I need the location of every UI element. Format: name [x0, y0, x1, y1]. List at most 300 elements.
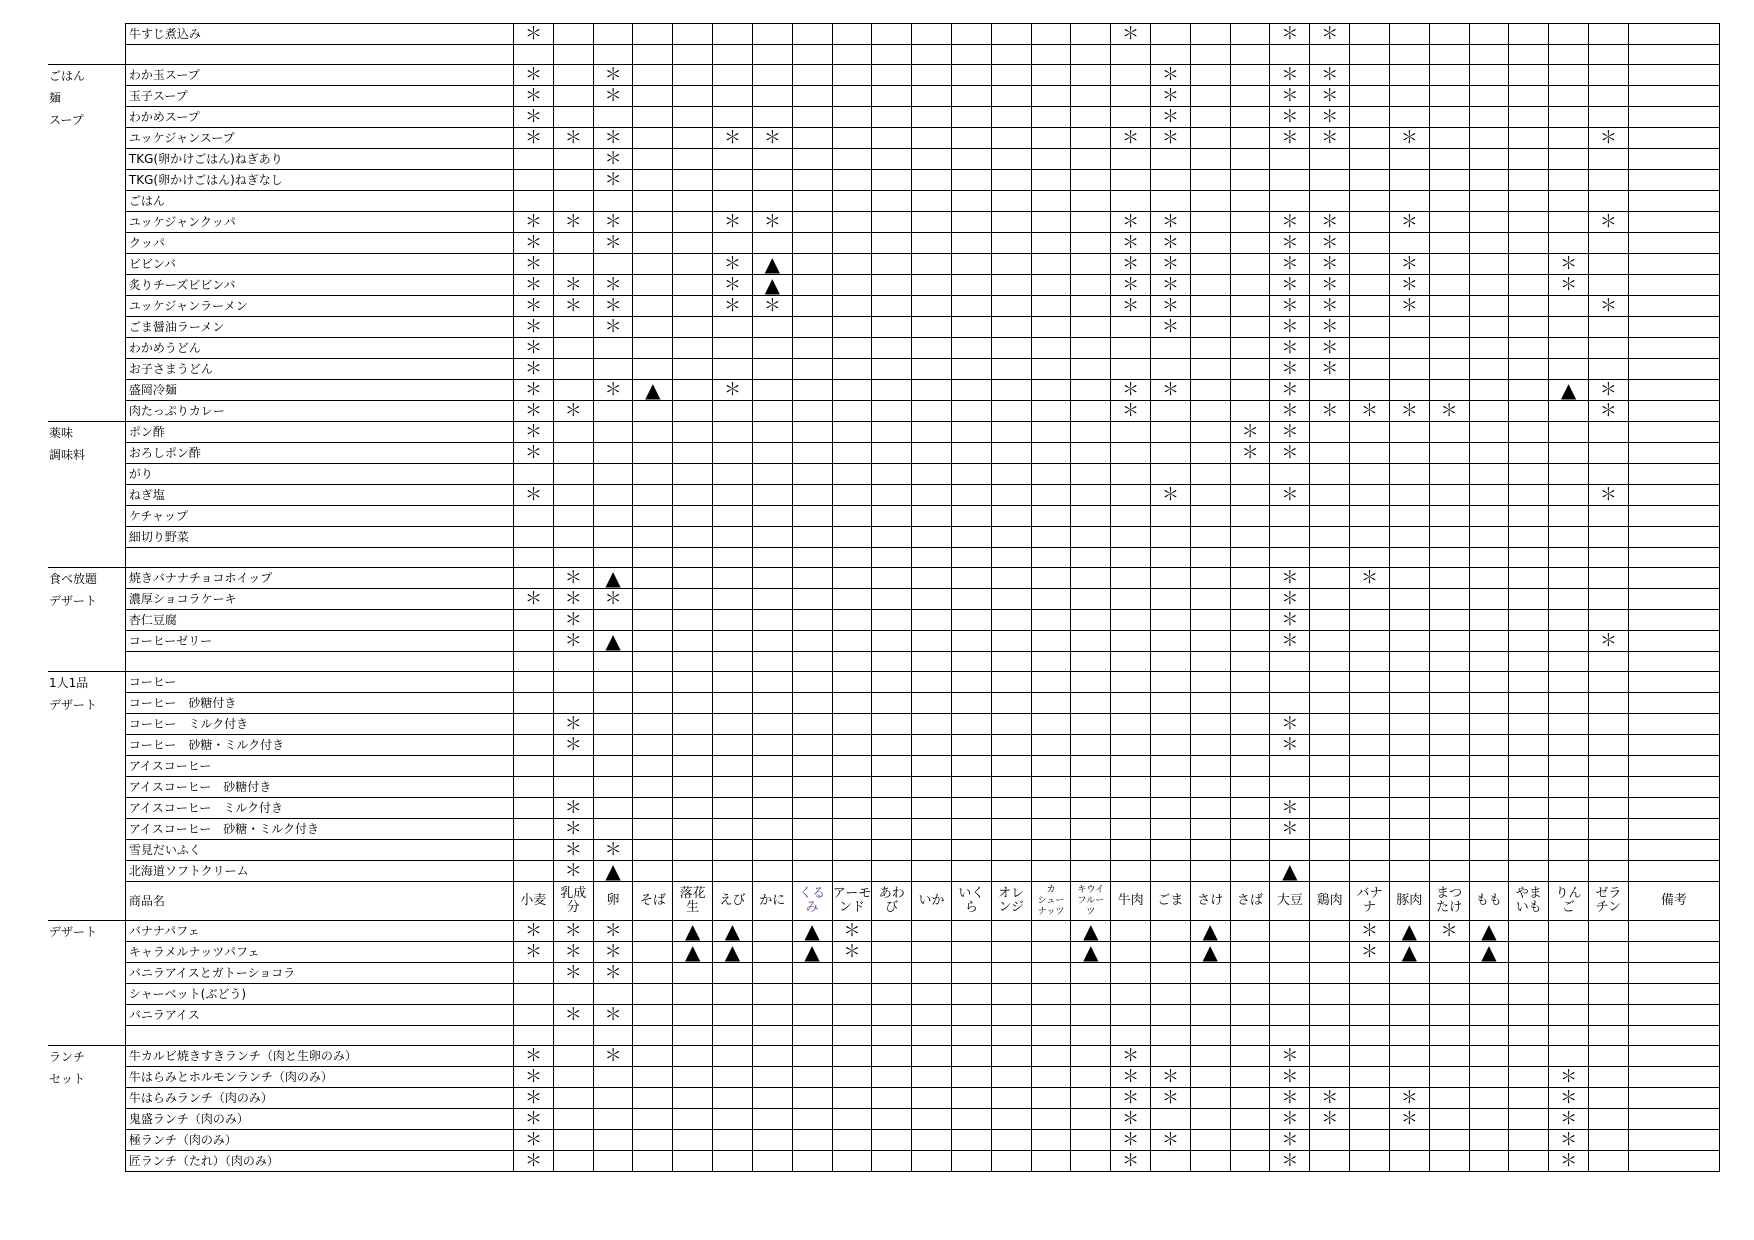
allergen-cell-16	[1111, 861, 1151, 882]
allergen-cell-21	[1310, 422, 1350, 443]
allergen-cell-3	[593, 548, 633, 568]
allergen-cell-16	[1111, 443, 1151, 464]
allergen-cell-17	[1151, 1026, 1191, 1046]
item-name: ごま醤油ラーメン	[125, 317, 513, 338]
contains-mark: ＊	[593, 296, 633, 317]
may-contain-mark: ▲	[1469, 921, 1509, 942]
contains-mark: ＊	[1270, 1067, 1310, 1088]
allergen-cell-20	[1270, 527, 1310, 548]
allergen-cell-23	[1389, 422, 1429, 443]
allergen-cell-22	[1350, 485, 1390, 506]
allergen-cell-23	[1389, 170, 1429, 191]
remarks-cell	[1628, 359, 1719, 380]
allergen-cell-5	[673, 1088, 713, 1109]
allergen-cell-28	[1588, 1026, 1628, 1046]
category-text: デザート	[49, 594, 98, 608]
allergen-cell-4	[633, 714, 673, 735]
contains-mark: ＊	[1588, 212, 1628, 233]
allergen-cell-22	[1350, 275, 1390, 296]
item-name: 牛はらみとホルモンランチ（肉のみ）	[125, 1067, 513, 1088]
allergen-cell-7	[752, 86, 792, 107]
allergen-header-23: 豚肉	[1389, 882, 1429, 921]
contains-mark: ＊	[1111, 254, 1151, 275]
allergen-cell-5	[673, 589, 713, 610]
allergen-cell-16	[1111, 735, 1151, 756]
allergen-cell-14	[1031, 548, 1071, 568]
allergen-cell-25	[1469, 191, 1509, 212]
contains-mark: ＊	[593, 170, 633, 191]
allergen-cell-9	[832, 45, 872, 65]
allergen-cell-2	[553, 233, 593, 254]
contains-mark: ＊	[1111, 401, 1151, 422]
allergen-cell-3	[593, 254, 633, 275]
contains-mark: ＊	[514, 443, 554, 464]
allergen-cell-26	[1509, 1026, 1549, 1046]
allergen-cell-5	[673, 296, 713, 317]
allergen-cell-22	[1350, 714, 1390, 735]
allergen-cell-7	[752, 317, 792, 338]
remarks-cell	[1628, 1151, 1719, 1172]
allergen-cell-16	[1111, 589, 1151, 610]
allergen-cell-5	[673, 1026, 713, 1046]
allergen-cell-7	[752, 65, 792, 86]
allergen-cell-9	[832, 359, 872, 380]
allergen-cell-28	[1588, 191, 1628, 212]
allergen-cell-25	[1469, 1046, 1509, 1067]
allergen-cell-5	[673, 861, 713, 882]
allergen-cell-14	[1031, 777, 1071, 798]
allergen-cell-14	[1031, 1151, 1071, 1172]
allergen-cell-3	[593, 527, 633, 548]
allergen-cell-22	[1350, 819, 1390, 840]
allergen-cell-13	[991, 443, 1031, 464]
allergen-cell-21	[1310, 464, 1350, 485]
may-contain-mark: ▲	[1270, 861, 1310, 882]
allergen-cell-26	[1509, 798, 1549, 819]
allergen-cell-24	[1429, 984, 1469, 1005]
allergen-cell-17	[1151, 149, 1191, 170]
allergen-cell-27	[1549, 735, 1589, 756]
allergen-cell-12	[951, 45, 991, 65]
allergen-cell-9	[832, 631, 872, 652]
allergen-cell-13	[991, 693, 1031, 714]
contains-mark: ＊	[1389, 254, 1429, 275]
remarks-cell	[1628, 921, 1719, 942]
allergen-cell-19	[1230, 861, 1270, 882]
item-name: 鬼盛ランチ（肉のみ）	[125, 1109, 513, 1130]
allergen-cell-19	[1230, 1026, 1270, 1046]
allergen-cell-24	[1429, 422, 1469, 443]
allergen-cell-23	[1389, 233, 1429, 254]
allergen-cell-28	[1588, 254, 1628, 275]
allergen-cell-4	[633, 861, 673, 882]
remarks-cell	[1628, 861, 1719, 882]
allergen-cell-24	[1429, 443, 1469, 464]
allergen-cell-17	[1151, 819, 1191, 840]
allergen-cell-14	[1031, 1130, 1071, 1151]
allergen-cell-6	[713, 756, 753, 777]
remarks-cell	[1628, 317, 1719, 338]
allergen-cell-21	[1310, 714, 1350, 735]
allergen-cell-9	[832, 568, 872, 589]
allergen-cell-5	[673, 798, 713, 819]
item-name: 焼きバナナチョコホイップ	[125, 568, 513, 589]
may-contain-mark: ▲	[1071, 921, 1111, 942]
allergen-cell-15	[1071, 338, 1111, 359]
allergen-cell-17	[1151, 422, 1191, 443]
remarks-cell	[1628, 984, 1719, 1005]
contains-mark: ＊	[1270, 1109, 1310, 1130]
allergen-cell-20	[1270, 170, 1310, 191]
allergen-cell-19	[1230, 714, 1270, 735]
contains-mark: ＊	[1310, 296, 1350, 317]
allergen-cell-1	[514, 963, 554, 984]
allergen-cell-2	[553, 24, 593, 45]
allergen-cell-23	[1389, 149, 1429, 170]
allergen-cell-26	[1509, 1109, 1549, 1130]
allergen-cell-28	[1588, 756, 1628, 777]
contains-mark: ＊	[1151, 86, 1191, 107]
allergen-cell-6	[713, 149, 753, 170]
allergen-cell-12	[951, 401, 991, 422]
allergen-cell-13	[991, 191, 1031, 212]
allergen-cell-3	[593, 401, 633, 422]
allergen-cell-18	[1190, 65, 1230, 86]
allergen-cell-12	[951, 798, 991, 819]
remarks-cell	[1628, 1026, 1719, 1046]
contains-mark: ＊	[553, 128, 593, 149]
allergen-cell-25	[1469, 672, 1509, 693]
allergen-cell-27	[1549, 1005, 1589, 1026]
allergen-header-10: あわ び	[872, 882, 912, 921]
allergen-cell-21	[1310, 652, 1350, 672]
allergen-cell-9	[832, 401, 872, 422]
allergen-cell-15	[1071, 128, 1111, 149]
category-label	[48, 422, 125, 568]
contains-mark: ＊	[1111, 233, 1151, 254]
item-name: ビビンバ	[125, 254, 513, 275]
remarks-cell	[1628, 1005, 1719, 1026]
allergen-cell-19	[1230, 296, 1270, 317]
allergen-cell-27	[1549, 107, 1589, 128]
allergen-cell-13	[991, 1026, 1031, 1046]
allergen-cell-8	[792, 1067, 832, 1088]
allergen-cell-24	[1429, 45, 1469, 65]
may-contain-mark: ▲	[593, 861, 633, 882]
allergen-cell-10	[872, 443, 912, 464]
allergen-cell-25	[1469, 107, 1509, 128]
allergen-cell-19	[1230, 527, 1270, 548]
allergen-cell-28	[1588, 506, 1628, 527]
allergen-cell-22	[1350, 548, 1390, 568]
allergen-cell-24	[1429, 380, 1469, 401]
category-text: ランチ	[49, 1050, 86, 1064]
allergen-cell-6	[713, 1088, 753, 1109]
allergen-cell-27	[1549, 1046, 1589, 1067]
allergen-cell-16	[1111, 963, 1151, 984]
allergen-cell-16	[1111, 506, 1151, 527]
item-name: ポン酢	[125, 422, 513, 443]
allergen-cell-15	[1071, 1088, 1111, 1109]
allergen-cell-23	[1389, 1151, 1429, 1172]
allergen-cell-13	[991, 1130, 1031, 1151]
allergen-cell-22	[1350, 149, 1390, 170]
allergen-cell-17	[1151, 921, 1191, 942]
allergen-cell-20	[1270, 464, 1310, 485]
category-label	[48, 672, 125, 882]
allergen-cell-27	[1549, 128, 1589, 149]
allergen-cell-5	[673, 840, 713, 861]
allergen-cell-23	[1389, 107, 1429, 128]
allergen-cell-10	[872, 191, 912, 212]
table-row	[48, 921, 1720, 942]
allergen-cell-9	[832, 128, 872, 149]
item-name: ユッケジャンスープ	[125, 128, 513, 149]
allergen-cell-3	[593, 45, 633, 65]
allergen-cell-4	[633, 233, 673, 254]
allergen-cell-10	[872, 840, 912, 861]
allergen-cell-25	[1469, 1067, 1509, 1088]
allergen-cell-23	[1389, 589, 1429, 610]
allergen-cell-10	[872, 45, 912, 65]
allergen-cell-26	[1509, 1046, 1549, 1067]
allergen-cell-23	[1389, 1130, 1429, 1151]
allergen-cell-13	[991, 1088, 1031, 1109]
allergen-cell-6	[713, 464, 753, 485]
allergen-cell-14	[1031, 191, 1071, 212]
allergen-cell-21	[1310, 1067, 1350, 1088]
allergen-cell-19	[1230, 798, 1270, 819]
allergen-cell-2	[553, 86, 593, 107]
allergen-cell-3	[593, 672, 633, 693]
allergen-cell-11	[912, 921, 952, 942]
allergen-cell-10	[872, 693, 912, 714]
allergen-cell-8	[792, 1130, 832, 1151]
contains-mark: ＊	[1270, 401, 1310, 422]
allergen-cell-11	[912, 693, 952, 714]
allergen-cell-23	[1389, 65, 1429, 86]
allergen-cell-15	[1071, 485, 1111, 506]
allergen-cell-16	[1111, 65, 1151, 86]
allergen-header-1: 小麦	[514, 882, 554, 921]
allergen-cell-25	[1469, 548, 1509, 568]
allergen-cell-19	[1230, 777, 1270, 798]
allergen-cell-4	[633, 212, 673, 233]
allergen-cell-14	[1031, 1088, 1071, 1109]
allergen-cell-10	[872, 254, 912, 275]
allergen-cell-15	[1071, 422, 1111, 443]
category-text: ごはん	[49, 69, 86, 83]
may-contain-mark: ▲	[1190, 921, 1230, 942]
allergen-cell-9	[832, 338, 872, 359]
allergen-cell-21	[1310, 548, 1350, 568]
contains-mark: ＊	[514, 107, 554, 128]
allergen-cell-15	[1071, 401, 1111, 422]
allergen-cell-15	[1071, 963, 1111, 984]
allergen-cell-26	[1509, 233, 1549, 254]
allergen-cell-21	[1310, 942, 1350, 963]
allergen-cell-14	[1031, 693, 1071, 714]
contains-mark: ＊	[1310, 275, 1350, 296]
allergen-cell-22	[1350, 1046, 1390, 1067]
allergen-cell-13	[991, 149, 1031, 170]
allergen-cell-7	[752, 359, 792, 380]
allergen-cell-20	[1270, 963, 1310, 984]
allergen-cell-19	[1230, 942, 1270, 963]
item-name: コーヒー	[125, 672, 513, 693]
allergen-cell-13	[991, 589, 1031, 610]
allergen-cell-21	[1310, 984, 1350, 1005]
may-contain-mark: ▲	[792, 942, 832, 963]
allergen-cell-2	[553, 672, 593, 693]
item-name: わかめスープ	[125, 107, 513, 128]
allergen-cell-12	[951, 963, 991, 984]
allergen-cell-3	[593, 610, 633, 631]
allergen-cell-28	[1588, 149, 1628, 170]
remarks-cell	[1628, 589, 1719, 610]
allergen-cell-19	[1230, 652, 1270, 672]
allergen-header-28: ゼラ チン	[1588, 882, 1628, 921]
may-contain-mark: ▲	[713, 942, 753, 963]
allergen-cell-22	[1350, 128, 1390, 149]
allergen-cell-22	[1350, 317, 1390, 338]
allergen-cell-17	[1151, 861, 1191, 882]
allergen-cell-1	[514, 984, 554, 1005]
allergen-cell-26	[1509, 443, 1549, 464]
allergen-cell-21	[1310, 610, 1350, 631]
allergen-cell-9	[832, 984, 872, 1005]
allergen-cell-18	[1190, 401, 1230, 422]
allergen-cell-1	[514, 527, 554, 548]
contains-mark: ＊	[1588, 296, 1628, 317]
allergen-cell-8	[792, 672, 832, 693]
allergen-cell-11	[912, 1151, 952, 1172]
allergen-cell-22	[1350, 1088, 1390, 1109]
allergen-cell-6	[713, 485, 753, 506]
allergen-cell-13	[991, 1005, 1031, 1026]
allergen-cell-13	[991, 45, 1031, 65]
allergen-cell-9	[832, 443, 872, 464]
allergen-cell-4	[633, 128, 673, 149]
allergen-cell-14	[1031, 527, 1071, 548]
allergen-cell-15	[1071, 840, 1111, 861]
allergen-cell-14	[1031, 672, 1071, 693]
allergen-cell-12	[951, 191, 991, 212]
allergen-cell-1	[514, 861, 554, 882]
contains-mark: ＊	[593, 233, 633, 254]
allergen-cell-8	[792, 527, 832, 548]
remarks-cell	[1628, 464, 1719, 485]
contains-mark: ＊	[1549, 1109, 1589, 1130]
allergen-cell-14	[1031, 338, 1071, 359]
allergen-cell-26	[1509, 1088, 1549, 1109]
may-contain-mark: ▲	[713, 921, 753, 942]
allergen-cell-4	[633, 338, 673, 359]
allergen-cell-8	[792, 1109, 832, 1130]
table-row	[48, 191, 1720, 212]
allergen-cell-10	[872, 233, 912, 254]
allergen-cell-5	[673, 359, 713, 380]
allergen-cell-8	[792, 777, 832, 798]
allergen-cell-14	[1031, 1005, 1071, 1026]
table-row	[48, 984, 1720, 1005]
allergen-cell-14	[1031, 359, 1071, 380]
allergen-cell-12	[951, 359, 991, 380]
allergen-cell-3	[593, 1109, 633, 1130]
contains-mark: ＊	[1310, 359, 1350, 380]
remarks-cell	[1628, 756, 1719, 777]
allergen-cell-13	[991, 359, 1031, 380]
allergen-cell-17	[1151, 568, 1191, 589]
allergen-cell-15	[1071, 1067, 1111, 1088]
allergen-cell-12	[951, 422, 991, 443]
allergen-cell-5	[673, 233, 713, 254]
allergen-cell-24	[1429, 86, 1469, 107]
contains-mark: ＊	[1151, 275, 1191, 296]
allergen-cell-11	[912, 170, 952, 191]
allergen-cell-9	[832, 191, 872, 212]
allergen-cell-9	[832, 652, 872, 672]
allergen-cell-15	[1071, 610, 1111, 631]
allergen-cell-13	[991, 338, 1031, 359]
allergen-cell-19	[1230, 24, 1270, 45]
remarks-cell	[1628, 631, 1719, 652]
allergen-cell-28	[1588, 443, 1628, 464]
item-name	[125, 548, 513, 568]
contains-mark: ＊	[1389, 401, 1429, 422]
allergen-cell-4	[633, 798, 673, 819]
allergen-cell-28	[1588, 45, 1628, 65]
allergen-cell-8	[792, 45, 832, 65]
table-row	[48, 840, 1720, 861]
allergen-header-5: 落花 生	[673, 882, 713, 921]
allergen-cell-26	[1509, 819, 1549, 840]
allergen-cell-21	[1310, 443, 1350, 464]
remarks-cell	[1628, 422, 1719, 443]
allergen-cell-9	[832, 798, 872, 819]
allergen-cell-21	[1310, 735, 1350, 756]
allergen-cell-11	[912, 45, 952, 65]
allergen-cell-22	[1350, 1130, 1390, 1151]
allergen-cell-27	[1549, 86, 1589, 107]
table-row	[48, 610, 1720, 631]
allergen-cell-27	[1549, 65, 1589, 86]
allergen-cell-17	[1151, 506, 1191, 527]
allergen-cell-17	[1151, 693, 1191, 714]
allergen-cell-23	[1389, 1026, 1429, 1046]
allergen-cell-12	[951, 610, 991, 631]
allergen-cell-27	[1549, 170, 1589, 191]
allergen-cell-9	[832, 1130, 872, 1151]
allergen-cell-22	[1350, 1109, 1390, 1130]
allergen-cell-19	[1230, 359, 1270, 380]
allergen-cell-14	[1031, 798, 1071, 819]
allergen-cell-6	[713, 1005, 753, 1026]
allergen-cell-14	[1031, 422, 1071, 443]
contains-mark: ＊	[1151, 380, 1191, 401]
allergen-cell-11	[912, 798, 952, 819]
allergen-cell-19	[1230, 506, 1270, 527]
header-category-cell	[48, 882, 125, 921]
allergen-cell-4	[633, 756, 673, 777]
allergen-cell-21	[1310, 1151, 1350, 1172]
allergen-cell-16	[1111, 1005, 1151, 1026]
contains-mark: ＊	[1549, 1151, 1589, 1172]
allergen-cell-5	[673, 45, 713, 65]
allergen-cell-23	[1389, 506, 1429, 527]
allergen-cell-5	[673, 610, 713, 631]
allergen-cell-4	[633, 65, 673, 86]
